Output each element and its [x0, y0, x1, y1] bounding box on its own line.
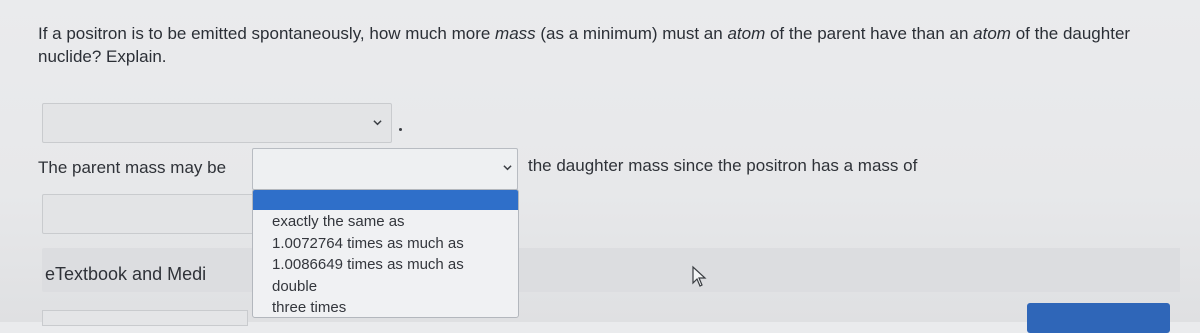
dropdown-option[interactable]: double [272, 277, 318, 295]
dropdown-option-highlighted[interactable] [253, 190, 518, 210]
chevron-down-icon [373, 118, 382, 127]
etextbook-panel [517, 248, 1180, 292]
answer-trail-text: the daughter mass since the positron has a mass of [528, 156, 918, 175]
dropdown-option[interactable]: three times [272, 299, 347, 316]
dropdown-option[interactable]: 1.0086649 times as much as [272, 256, 464, 273]
dropdown-option[interactable]: exactly the same as [272, 213, 405, 230]
mouse-pointer-icon [690, 265, 708, 289]
etextbook-label[interactable]: eTextbook and Medi [45, 264, 207, 284]
submit-button[interactable] [1027, 303, 1170, 333]
period-mark [399, 128, 402, 131]
emphasis-atom: atom [727, 24, 766, 43]
question-text: If a positron is to be emitted spontaneously, how much more mass (as a minimum) must an atom of the parent have than an atom of the daughter nuclide? Explain. [38, 24, 1131, 66]
dropdown-option[interactable]: 1.0072764 times as much as [272, 234, 464, 252]
dropdown-menu [252, 189, 519, 318]
next-field-partial[interactable] [42, 310, 248, 326]
answer-lead-text: The parent mass may be [38, 158, 227, 177]
parent-mass-select[interactable] [252, 148, 518, 190]
answer-dropdown-1[interactable] [42, 103, 392, 143]
answer-field-2[interactable] [42, 194, 254, 234]
emphasis-mass: mass [495, 24, 536, 43]
chevron-down-icon [503, 163, 512, 172]
emphasis-atom: atom [973, 24, 1011, 43]
